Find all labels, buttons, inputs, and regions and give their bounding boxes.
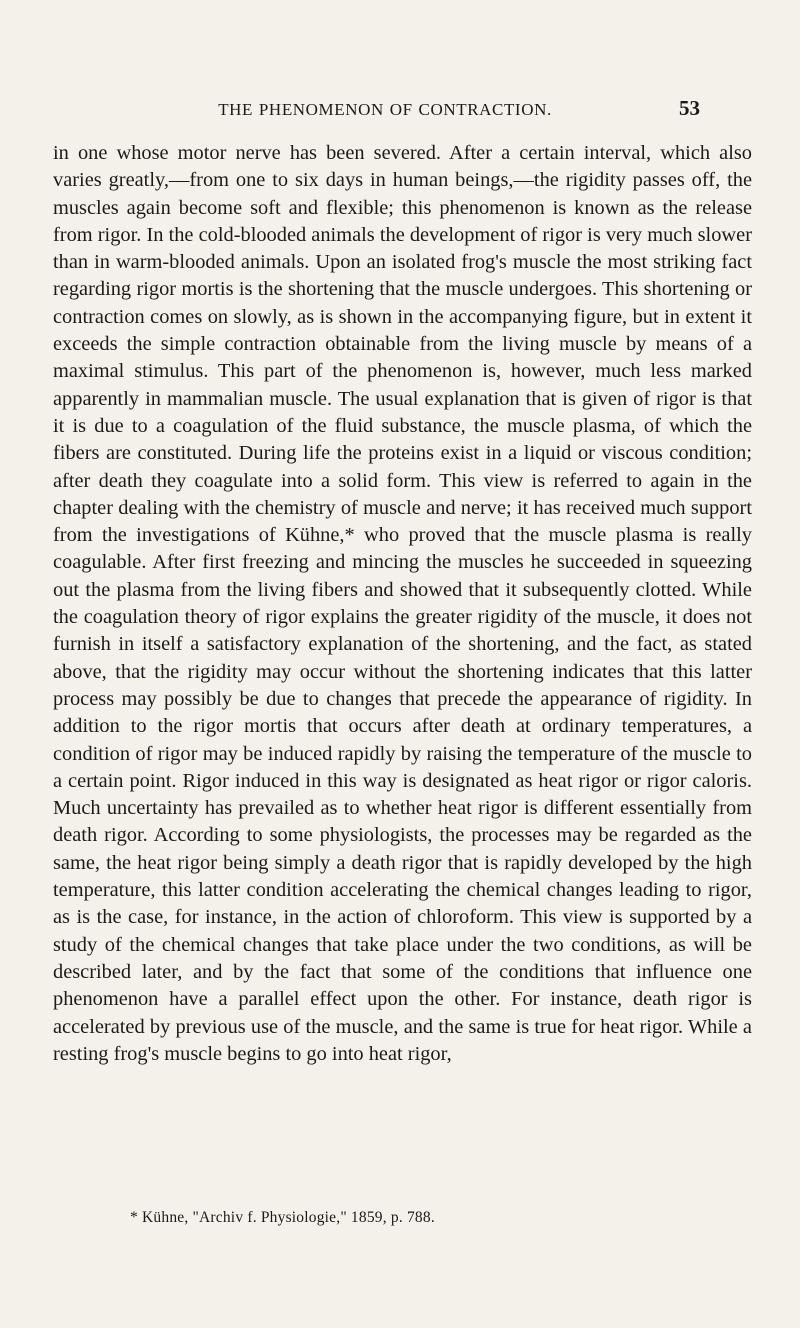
footnote: * Kühne, "Archiv f. Physiologie," 1859, p. 788. (130, 1209, 435, 1226)
body-text (53, 140, 752, 1068)
page-number: 53 (679, 96, 700, 120)
body-paragraph: in one whose motor nerve has been severed. After a certain interval, which also varies greatly,—from one to six days in human beings,—the rigidity passes off, the muscles again become soft and flexible; this phenomenon is known as the release from rigor. In the cold-blooded animals the development of rigor is very much slower than in warm-blooded animals. Upon an isolated frog's muscle the most striking fact regarding rigor mortis is the shortening that the muscle undergoes. This shortening or contraction comes on slowly, as is shown in the accompanying figure, but in extent it exceeds the simple contraction obtainable from the living muscle by means of a maximal stimulus. This part of the phenomenon is, however, much less marked apparently in mammalian muscle. The usual explanation that is given of rigor is that it is due to a coagulation of the fluid substance, the muscle plasma, of which the fibers are constituted. During life the proteins exist in a liquid or viscous condition; after death they coagulate into a solid form. This view is referred to again in the chapter dealing with the chemistry of muscle and nerve; it has received much support from the investigations of Kühne,* who proved that the muscle plasma is really coagulable. After first freezing and mincing the muscles he succeeded in squeezing out the plasma from the living fibers and showed that it subsequently clotted. While the coagulation theory of rigor explains the greater rigidity of the muscle, it does not furnish in itself a satisfactory explanation of the shortening, and the fact, as stated above, that the rigidity may occur without the shortening indicates that this latter process may possibly be due to changes that precede the appearance of rigidity. In addition to the rigor mortis that occurs after death at ordinary temperatures, a condition of rigor may be induced rapidly by raising the temperature of the muscle to a certain point. Rigor induced in this way is designated as heat rigor or rigor caloris. Much uncertainty has prevailed as to whether heat rigor is different essentially from death rigor. According to some physiologists, the processes may be regarded as the same, the heat rigor being simply a death rigor that is rapidly developed by the high temperature, this latter condition accelerating the chemical changes leading to rigor, as is the case, for instance, in the action of chloroform. This view is supported by a study of the chemical changes that take place under the two conditions, as will be described later, and by the fact that some of the conditions that influence one phenomenon have a parallel effect upon the other. For instance, death rigor is accelerated by previous use of the muscle, and the same is true for heat rigor. While a resting frog's muscle begins to go into heat rigor, (53, 142, 752, 1065)
running-head: THE PHENOMENON OF CONTRACTION. (218, 100, 552, 119)
